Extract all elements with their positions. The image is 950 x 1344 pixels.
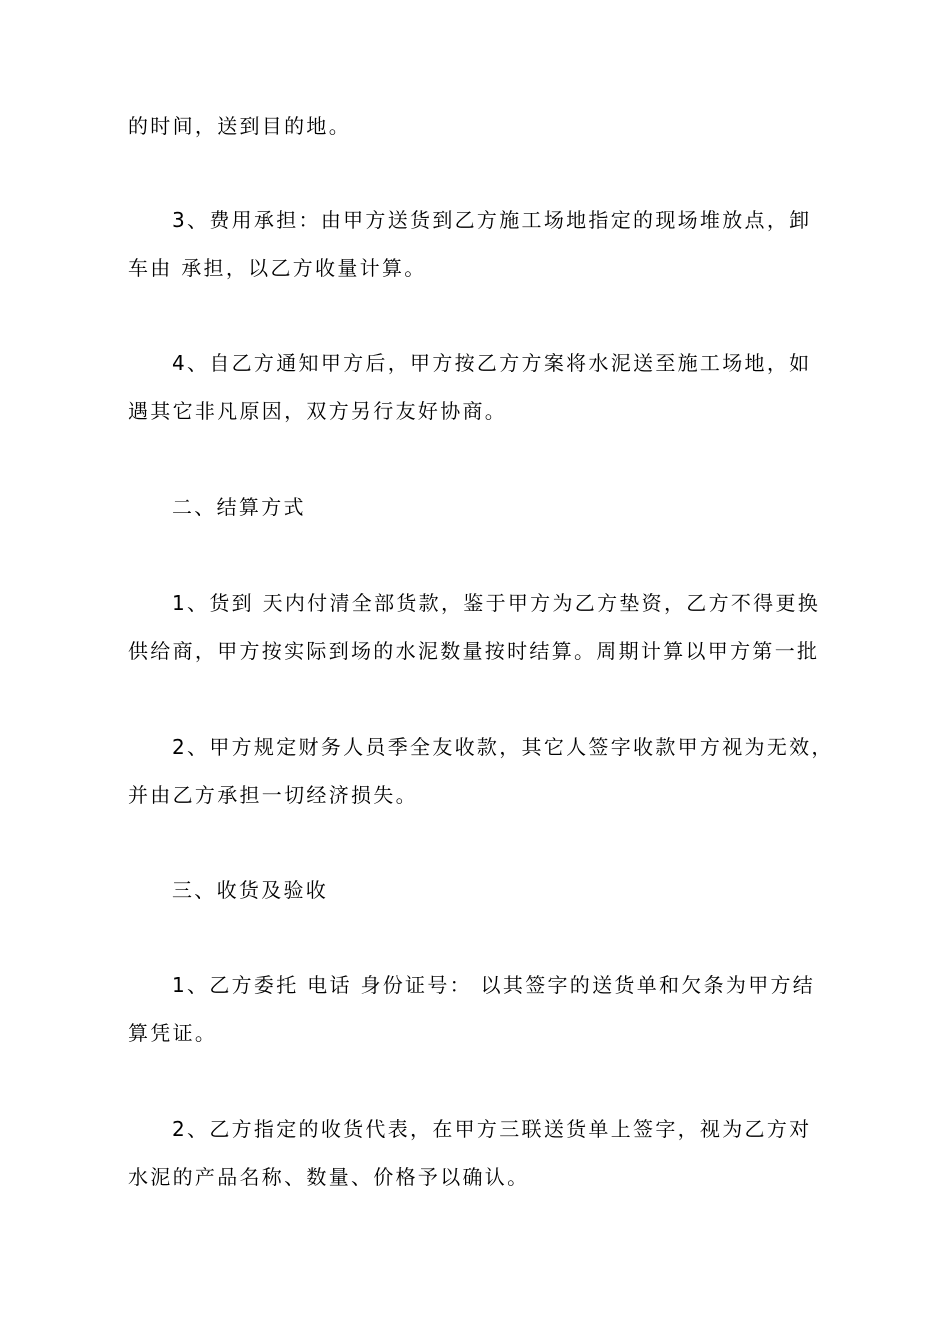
paragraph-line: 供给商，甲方按实际到场的水泥数量按时结算。周期计算以甲方第一批	[128, 639, 820, 663]
paragraph-line: 2、甲方规定财务人员季全友收款，其它人签字收款甲方视为无效，	[172, 735, 834, 759]
paragraph-line: 1、货到 天内付清全部货款，鉴于甲方为乙方垫资，乙方不得更换	[172, 591, 821, 615]
paragraph-line: 3、费用承担：由甲方送货到乙方施工场地指定的现场堆放点，卸	[172, 208, 812, 232]
section-heading: 二、结算方式	[172, 495, 306, 519]
paragraph-line: 的时间，送到目的地。	[128, 114, 351, 138]
paragraph-line: 1、乙方委托 电话 身份证号： 以其签字的送货单和欠条为甲方结	[172, 973, 816, 997]
paragraph-line: 4、自乙方通知甲方后，甲方按乙方方案将水泥送至施工场地，如	[172, 351, 812, 375]
paragraph-line: 并由乙方承担一切经济损失。	[128, 783, 418, 807]
paragraph-line: 算凭证。	[128, 1021, 218, 1045]
paragraph-line: 车由 承担，以乙方收量计算。	[128, 256, 427, 280]
paragraph-line: 遇其它非凡原因，双方另行友好协商。	[128, 399, 508, 423]
section-heading: 三、收货及验收	[172, 878, 329, 902]
paragraph-line: 2、乙方指定的收货代表，在甲方三联送货单上签字，视为乙方对	[172, 1117, 812, 1141]
paragraph-line: 水泥的产品名称、数量、价格予以确认。	[128, 1165, 530, 1189]
